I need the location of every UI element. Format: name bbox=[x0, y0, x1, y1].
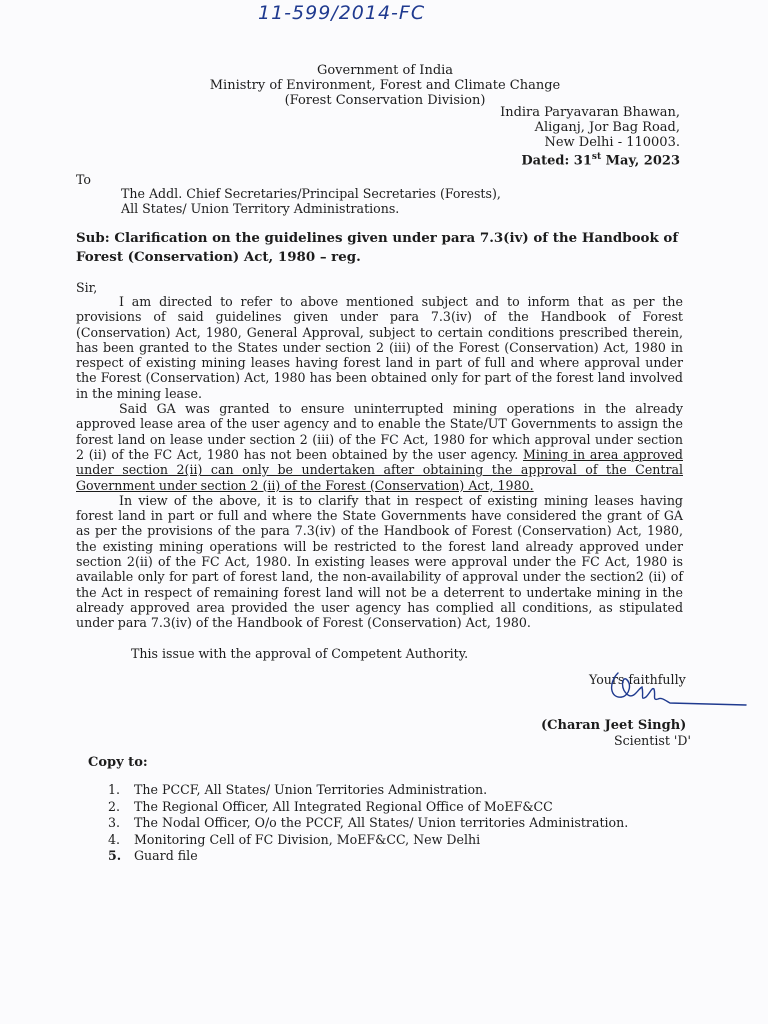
addressee-line-1: The Addl. Chief Secretaries/Principal Secretaries (Forests), bbox=[121, 186, 501, 201]
date-superscript: st bbox=[591, 152, 602, 162]
body-paragraph-2 bbox=[76, 401, 683, 493]
copy-to-list bbox=[108, 782, 668, 865]
letter-body bbox=[76, 294, 683, 631]
address-line-3: New Delhi - 110003. bbox=[544, 135, 680, 150]
body-paragraph-1: I am directed to refer to above mentioned subject and to inform that as per the provisions of said guidelines given under para 7.3(iv) of the Handbook of Forest (Conservation) Act, 1980, General Approval, subject to certain conditions prescribed therein, has been granted to the States under section 2 (iii) of the Forest (Conservation) Act, 1980 in respect of existing mining leases having forest land in part of full and where approval under the Forest (Conservation) Act, 1980 has been obtained only for part of the forest land involved in the mining lease. bbox=[76, 294, 683, 401]
body-paragraph-2-text: Said GA was granted to ensure uninterrupted mining operations in the already approved lease area of the user agency and to enable the State/UT Governments to assign the forest land on lease under section 2 (iii) of the FC Act, 1980 for which approval under section 2 (ii) of the FC Act, 1980 has not been obtained by the user agency. bbox=[76, 401, 683, 462]
date-line bbox=[420, 150, 680, 168]
letterhead bbox=[150, 63, 620, 108]
body-paragraph-2-underlined: Mining in area approved under section 2(ii) can only be undertaken after obtaining the approval of the Central Government under section 2 (ii) of the Forest (Conservation) Act, 1980. bbox=[76, 446, 683, 493]
list-item: 5. Guard file bbox=[108, 848, 198, 863]
subject-line: Sub: Clarification on the guidelines given under para 7.3(iv) of the Handbook of Forest (Conservation) Act, 1980 – reg. bbox=[76, 230, 679, 265]
address-line-1: Indira Paryavaran Bhawan, bbox=[500, 105, 680, 120]
address-line-2: Aliganj, Jor Bag Road, bbox=[534, 120, 680, 135]
list-item: 2. The Regional Officer, All Integrated Regional Office of MoEF&CC bbox=[108, 798, 553, 814]
letterhead-division: (Forest Conservation Division) bbox=[284, 93, 486, 108]
address-block bbox=[420, 105, 680, 168]
letterhead-ministry: Ministry of Environment, Forest and Climate Change bbox=[209, 78, 561, 93]
handwritten-file-number: 11-599/2014-FC bbox=[258, 2, 426, 24]
salutation: Sir, bbox=[76, 280, 98, 295]
signature-scribble-icon bbox=[600, 665, 750, 720]
date-label: Dated: 31 bbox=[521, 153, 592, 169]
signatory-designation: Scientist 'D' bbox=[614, 733, 691, 748]
list-item: 4. Monitoring Cell of FC Division, MoEF&CC, New Delhi bbox=[108, 831, 481, 847]
letterhead-government: Government of India bbox=[316, 63, 454, 78]
body-paragraph-3: In view of the above, it is to clarify that in respect of existing mining leases having forest land in part or full and where the State Governments have considered the grant of GA as per the provisions of the para 7.3(iv) of the Handbook of Forest (Conservation) Act, 1980, the existing mining operations will be restricted to the forest land already approved under section 2(ii) of the FC Act, 1980. In existing leases were approval under the FC Act, 1980 is available only for part of forest land, the non-availability of approval under the section2 (ii) of the Act in respect of remaining forest land will not be a deterrent to undertake mining in the already approved area provided the user agency has complied all conditions, as stipulated under para 7.3(iv) of the Handbook of Forest (Conservation) Act, 1980. bbox=[76, 492, 683, 631]
addressee-line-2: All States/ Union Territory Administrations. bbox=[121, 201, 400, 216]
date-rest: May, 2023 bbox=[601, 153, 680, 169]
signatory-name: (Charan Jeet Singh) bbox=[541, 718, 687, 733]
body-paragraph-4: This issue with the approval of Competent Authority. bbox=[131, 646, 469, 661]
list-item: 3. The Nodal Officer, O/o the PCCF, All States/ Union territories Administration. bbox=[108, 815, 629, 830]
closing: Yours faithfully bbox=[589, 672, 686, 687]
list-item: 1. The PCCF, All States/ Union Territories Administration. bbox=[108, 782, 488, 797]
to-label: To bbox=[76, 172, 92, 187]
addressee-block bbox=[121, 186, 501, 216]
copy-to-title: Copy to: bbox=[88, 755, 148, 770]
